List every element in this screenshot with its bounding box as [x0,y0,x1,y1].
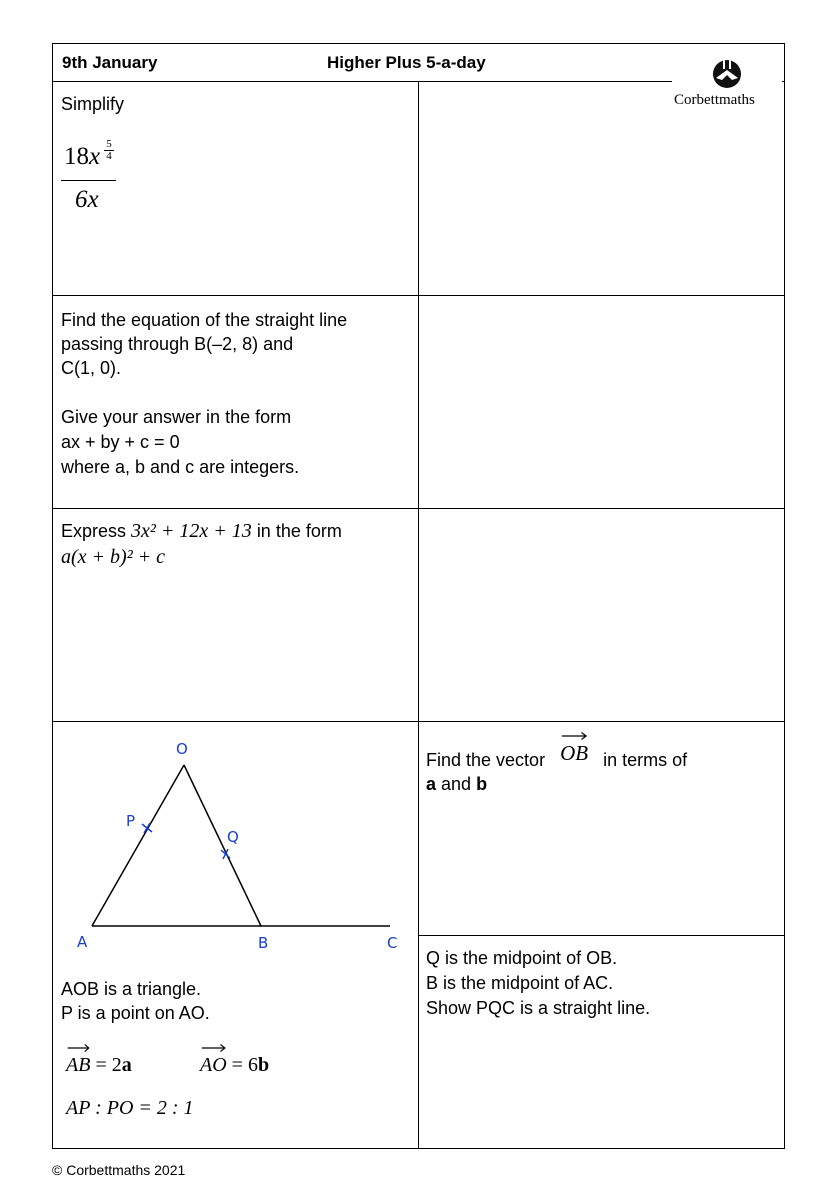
vector-ab-value: = 2 [95,1054,122,1076]
q4a-bold-a: a [426,774,437,794]
q4a-line-1 [426,741,688,773]
vector-ao-label: AO [200,1054,227,1076]
q4-vector-ao [200,1053,269,1078]
label-c: C [387,934,398,952]
side-ao [92,765,184,926]
q4b-line-2: B is the midpoint of AC. [426,973,614,993]
q1-exponent [104,139,114,162]
q2-line-3: C(1, 0). [61,358,122,378]
vector-arrow-icon [200,1042,227,1052]
vector-ao-bold: b [257,1054,270,1076]
vector-ab-bold: a [121,1054,132,1076]
side-ob [184,765,261,926]
vector-ao-value: = 6 [231,1054,258,1076]
vector-ab-symbol [66,1053,90,1078]
row-divider-4 [418,935,785,936]
q1-exp-num: 5 [106,138,112,150]
label-p: P [126,812,136,830]
q1-num-var: x [89,143,101,170]
q3-suffix: in the form [256,521,342,541]
q4-info-1: AOB is a triangle. [61,979,202,999]
q4-info-2: P is a point on AO. [61,1003,210,1023]
q2-line-5: ax + by + c = 0 [61,432,180,452]
footer-copyright: © Corbettmaths 2021 [52,1162,186,1178]
q4a-and: and [441,774,472,794]
q4a-line-2 [426,772,487,797]
q3-form: a(x + b)² + c [61,546,166,568]
triangle-diagram [60,730,410,960]
label-o: O [176,740,188,758]
label-b: B [258,934,269,952]
q4a-prefix: Find the vector [426,750,546,770]
q2-line-1: Find the equation of the straight line [61,310,348,330]
brand-name: Corbettmaths [674,92,755,108]
q4b-line-1: Q is the midpoint of OB. [426,948,618,968]
q3-prefix: Express [61,521,127,541]
q2-line-4: Give your answer in the form [61,407,292,427]
header-title: Higher Plus 5-a-day [327,53,486,72]
label-a: A [77,933,88,951]
q3-expression: 3x² + 12x + 13 [131,520,252,542]
q1-exp-den: 4 [106,150,112,162]
q4-vector-ab [66,1053,132,1078]
q4b-line-3: Show PQC is a straight line. [426,998,651,1018]
column-divider [418,81,419,1149]
header-date: 9th January [62,53,158,72]
q1-numerator [64,143,100,171]
q1-num-coef: 18 [64,143,89,170]
vector-ao-symbol [200,1053,227,1078]
vector-arrow-icon [560,730,588,740]
vector-arrow-icon [66,1042,90,1052]
label-q: Q [227,828,239,846]
q1-prompt: Simplify [61,94,125,114]
q1-fraction-bar [61,180,116,181]
brand-logo [672,44,782,120]
q4a-bold-b: b [476,774,488,794]
q1-denominator: 6x [75,186,99,213]
q2-line-6: where a, b and c are integers. [61,457,300,477]
vector-ob-symbol [560,741,588,766]
q3-line-1 [61,519,342,544]
q4-ratio: AP : PO = 2 : 1 [66,1097,194,1119]
vector-ab-label: AB [66,1054,91,1076]
q4a-suffix: in terms of [603,750,688,770]
q2-line-2: passing through B(–2, 8) and [61,334,294,354]
vector-ob-label: OB [560,741,589,765]
